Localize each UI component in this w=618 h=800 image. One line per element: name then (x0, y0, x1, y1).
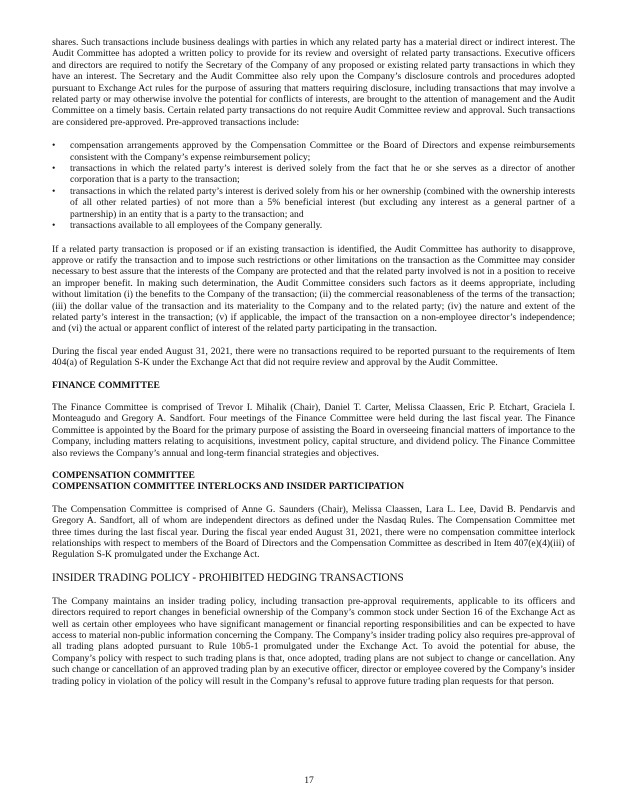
list-item-text: transactions available to all employees of the Company generally. (70, 220, 323, 232)
compensation-interlocks-heading: COMPENSATION COMMITTEE INTERLOCKS AND INSIDER PARTICIPATION (52, 481, 405, 493)
compensation-committee-heading: COMPENSATION COMMITTEE (52, 470, 195, 481)
insider-trading-paragraph: The Company maintains an insider trading policy, including transaction pre-approval requirements, applicable to its officers and directors required to report changes in beneficial ownership of the Company’s common stock under Section 16 of the Exchange Act as well as certain other employees who have significant management or financial reporting responsibilities and can be expected to have access to material non-public information concerning the Company. The Company’s insider trading policy also requires pre-approval of all trading plans adopted pursuant to Rule 10b5-1 promulgated under the Exchange Act. To avoid the potential for abuse, the Company’s policy with respect to such trading plans is that, once adopted, trading plans are not subject to change or cancellation. Any such change or cancellation of an approved trading plan by an executive officer, director or employee covered by the Company’s insider trading policy in violation of the policy will result in the Company’s refusal to approve future trading plan requests for that person. (52, 595, 575, 687)
list-item-text: transactions in which the related party’s interest is derived solely from the fact that he or she serves as a director of another corporation that is a party to the transaction; (70, 163, 575, 186)
list-item (52, 163, 575, 186)
list-item (52, 186, 575, 220)
list-item (52, 140, 575, 163)
list-item-text: transactions in which the related party’s interest is derived solely from his or her ownership (combined with the ownership interests of all other related parties) of not more than a 5% beneficial interest (but excluding any interest as a general partner of a partnership) in an entity that is a party to the transaction; and (70, 185, 575, 220)
authority-paragraph: If a related party transaction is proposed or if an existing transaction is identified, the Audit Committee has authority to disapprove, approve or ratify the transaction and to impose such restrictions or other limitations on the transaction as the Committee may consider necessary to best assure that the interests of the Company are protected and that the related party involved is not in a position to receive an improper benefit. In making such determination, the Audit Committee considers such factors as it deems appropriate, including without limitation (i) the benefits to the Company of the transaction; (ii) the commercial reasonableness of the terms of the transaction; (iii) the dollar value of the transaction and its materiality to the Company and to the related party; (iv) the nature and extent of the related party’s interest in the transaction; (v) if applicable, the impact of the transaction on a non-employee director’s independence; and (vi) the actual or apparent conflict of interest of the related party participating in the transaction. (52, 243, 575, 335)
list-item-text: compensation arrangements approved by the Compensation Committee or the Board of Directors and expense reimbursements consistent with the Company’s expense reimbursement policy; (70, 140, 575, 163)
compensation-committee-paragraph: The Compensation Committee is comprised of Anne G. Saunders (Chair), Melissa Claassen, Lara L. Lee, David B. Pendarvis and Gregory A. Sandfort, all of whom are independent directors as defined under the Nasdaq Rules. The Compensation Committee met three times during the last fiscal year. During the fiscal year ended August 31, 2021, there were no compensation committee interlock relationships with respect to members of the Board of Directors and the Compensation Committee as described in Item 407(e)(4)(iii) of Regulation S-K promulgated under the Exchange Act. (52, 503, 575, 561)
list-item (52, 220, 575, 231)
preapproved-transactions-list (52, 140, 575, 231)
page-number: 17 (304, 775, 314, 786)
bullet-icon: • (52, 140, 56, 152)
insider-trading-heading: INSIDER TRADING POLICY - PROHIBITED HEDGING TRANSACTIONS (52, 571, 404, 584)
document-page (52, 37, 575, 687)
finance-committee-heading: FINANCE COMMITTEE (52, 379, 160, 391)
bullet-icon: • (52, 163, 56, 175)
intro-paragraph: shares. Such transactions include business dealings with parties in which any related party has a material direct or indirect interest. The Audit Committee has adopted a written policy to provide for its review and oversight of related party transactions. Executive officers and directors are required to notify the Secretary of the Company of any proposed or existing related party transactions in which they have an interest. The Secretary and the Audit Committee also rely upon the Company’s disclosure controls and procedures adopted pursuant to Exchange Act rules for the purpose of assuring that matters requiring disclosure, including transactions that may involve a related party or may otherwise involve the potential for conflicts of interests, are brought to the attention of management and the Audit Committee on a timely basis. Certain related party transactions do not require Audit Committee review and approval. Such transactions are considered pre-approved. Pre-approved transactions include: (52, 37, 575, 128)
bullet-icon: • (52, 220, 56, 232)
fiscal-year-paragraph: During the fiscal year ended August 31, 2021, there were no transactions required to be reported pursuant to the requirements of Item 404(a) of Regulation S-K under the Exchange Act that did not require review and approval by the Audit Committee. (52, 345, 575, 369)
bullet-icon: • (52, 185, 56, 197)
finance-committee-paragraph: The Finance Committee is comprised of Trevor I. Mihalik (Chair), Daniel T. Carter, Melissa Claassen, Eric P. Etchart, Graciela I. Monteagudo and Gregory A. Sandfort. Four meetings of the Finance Committee were held during the last fiscal year. The Finance Committee is appointed by the Board for the primary purpose of assisting the Board in overseeing financial matters of importance to the Company, including matters relating to acquisitions, investment policy, capital structure, and dividend policy. The Finance Committee also reviews the Company’s annual and long-term financial strategies and objectives. (52, 401, 575, 459)
